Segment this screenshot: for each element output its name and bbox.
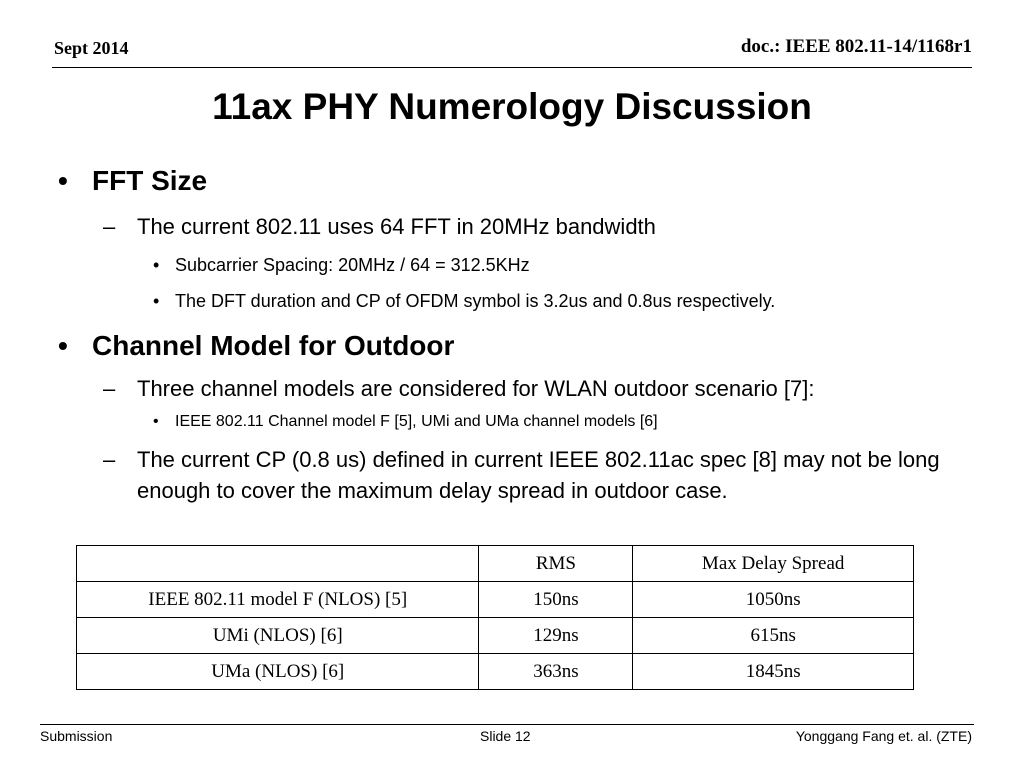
bullet-fft-size (58, 165, 208, 197)
table-cell: IEEE 802.11 model F (NLOS) [5] (77, 582, 479, 618)
dash-icon: – (103, 447, 116, 472)
sub-bullet-channel-models (103, 373, 947, 404)
bullet-dot-icon: • (58, 330, 68, 361)
item-channel-model-list (153, 413, 658, 431)
bullet-channel-heading: Channel Model for Outdoor (92, 330, 455, 361)
table-header-cell (77, 546, 479, 582)
header-date: Sept 2014 (54, 38, 129, 58)
item-subcarrier-spacing (153, 255, 530, 276)
bullet-dot-icon: • (58, 165, 68, 196)
sub-bullet-cp-text: The current CP (0.8 us) defined in current IEEE 802.11ac spec [8] may not be long enough to cover the maximum delay spread in outdoor case. (137, 447, 940, 503)
bullet-fft-heading: FFT Size (92, 165, 208, 196)
table-cell: 150ns (479, 582, 633, 618)
table-cell: 129ns (479, 618, 633, 654)
sub-bullet-fft (103, 211, 947, 242)
item-dft-duration (153, 291, 776, 312)
footer-submission: Submission (40, 728, 113, 744)
sub-bullet-cp (103, 444, 947, 506)
item-channel-model-list-text: IEEE 802.11 Channel model F [5], UMi and UMa channel models [6] (175, 413, 658, 430)
table-row (77, 618, 914, 654)
dash-icon: – (103, 214, 116, 239)
table-row (77, 582, 914, 618)
bullet-channel-model (58, 330, 455, 362)
table-cell: UMi (NLOS) [6] (77, 618, 479, 654)
dash-icon: – (103, 376, 116, 401)
table-header-row (77, 546, 914, 582)
bullet-dot-icon: • (153, 255, 160, 275)
table-cell: UMa (NLOS) [6] (77, 654, 479, 690)
sub-bullet-fft-text: The current 802.11 uses 64 FFT in 20MHz bandwidth (137, 214, 656, 239)
footer-divider (40, 724, 974, 725)
header-divider (52, 67, 972, 68)
table-cell: 1845ns (633, 654, 914, 690)
sub-bullet-channel-models-text: Three channel models are considered for WLAN outdoor scenario [7]: (137, 376, 815, 401)
delay-spread-table (76, 545, 914, 690)
table-cell: 615ns (633, 618, 914, 654)
bullet-dot-icon: • (153, 291, 160, 311)
table-header-cell: RMS (479, 546, 633, 582)
table-header-cell: Max Delay Spread (633, 546, 914, 582)
slide-title: 11ax PHY Numerology Discussion (212, 86, 812, 127)
table-cell: 1050ns (633, 582, 914, 618)
footer-author: Yonggang Fang et. al. (ZTE) (795, 728, 972, 744)
bullet-dot-icon: • (153, 413, 159, 430)
table-cell: 363ns (479, 654, 633, 690)
item-dft-duration-text: The DFT duration and CP of OFDM symbol is 3.2us and 0.8us respectively. (175, 291, 776, 311)
table-row (77, 654, 914, 690)
item-subcarrier-spacing-text: Subcarrier Spacing: 20MHz / 64 = 312.5KHz (175, 255, 530, 275)
footer-slide-number: Slide 12 (480, 728, 531, 744)
header-doc-id: doc.: IEEE 802.11-14/1168r1 (740, 36, 972, 57)
